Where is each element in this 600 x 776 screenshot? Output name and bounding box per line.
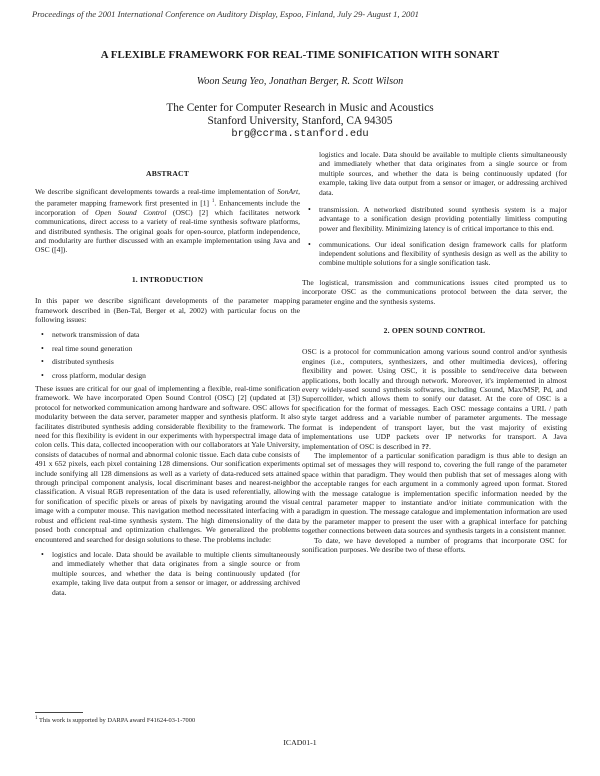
section-1-heading: 1. INTRODUCTION <box>131 274 204 284</box>
osc-paragraph-1: OSC is a protocol for communication among various sound control and/or synthesis engines (i.e., computers, synthesizers, and other multimedia devices), offering flexibility and power. Using OSC, it is possible to send/receive data between applications, both locally and through network. Moreover, it's implemented in almost every widely-used sound synthesis softwares, including Csound, Max/MSP, Pd, and Supercollider, which allows them to sonify our dataset. At the core of OSC is a specification for the format of messages. Each OSC message contains a URL / path style target address and a variable number of parameter arguments. The message format is independent of transport layer, but the vast majority of existing implementations use UDP packets over IP networks for transport. A Java implementation of OSC is described in ??. <box>302 347 567 451</box>
intro-paragraph-1: In this paper we describe significant developments of the parameter mapping framework described in (Ben-Tal, Berger et al, 2002) with particular focus on the following issues: <box>35 296 300 324</box>
abstract-paragraph: We describe significant developments towards a real-time implementation of SonArt, the parameter mapping framework first presented in [1] $^1$. Enhancements include the incorporation of Open Sound Control (OSC) [2] which facilitates network communications, direct access to a variety of real-time synthesis software platforms, and distributed synthesis. The original goals for open-source, platform independence, and modularity are further discussed with an example implementation using Java and OSC ([4]). <box>35 187 300 255</box>
intro-paragraph-3: The logistical, transmission and communications issues cited prompted us to incorporate OSC as the communications protocol between the data server, the parameter engine and the synthesis systems. <box>302 277 567 306</box>
author-email: brg@ccrma.stanford.edu <box>231 128 369 140</box>
left-column <box>35 169 301 597</box>
list-item: • logistics and locale. Data should be available to multiple clients simultaneously and immediately whether that data originates from a single source or from multiple sources, and whether the data is being continuously updated (for example, taking live data output from a sensor or imager, or addressing archived data. <box>35 550 300 569</box>
list-item: • communications. Our ideal sonification design framework calls for platform independent solutions and flexibility of synthesis design as well as the ability to combine multiple solutions for a single sonification task. <box>302 240 567 268</box>
affiliation-line-2: Stanford University, Stanford, CA 94305 <box>207 115 393 127</box>
authors: Woon Seung Yeo, Jonathan Berger, R. Scott Wilson <box>196 76 404 87</box>
footnote: $^1$ This work is supported by DARPA award F41624-03-1-7000 <box>35 716 196 725</box>
list-item: • transmission. A networked distributed sound synthesis system is a major advantage to a sonification design providing potentially limitless computing power and flexibility. Minimizing latency is of critical importance to this end. <box>302 205 567 233</box>
footnote-mark: 1 <box>211 198 215 204</box>
footnote-rule <box>35 712 83 713</box>
list-item: • distributed synthesis <box>35 357 300 366</box>
problem-list <box>35 549 301 597</box>
abstract-heading: ABSTRACT <box>146 169 189 178</box>
right-column <box>302 150 568 554</box>
issue-list <box>35 330 300 380</box>
paper-title: A FLEXIBLE FRAMEWORK FOR REAL-TIME SONIFICATION WITH SONART <box>100 49 500 61</box>
section-2-heading: 2. OPEN SOUND CONTROL <box>383 326 486 336</box>
running-header: Proceedings of the 2001 International Conference on Auditory Display, Espoo, Finland, July 29- August 1, 2001 <box>32 9 419 19</box>
list-item-continuation: logistics and locale. Data should be available to multiple clients simultaneously and immediately whether that data originates from a single source or from multiple sources, and whether the data is being continuously updated (for example, taking live data output from a sensor or imager, or addressing archived data. <box>319 150 568 197</box>
problem-list-continued <box>302 205 567 268</box>
list-item: • network transmission of data <box>35 330 300 339</box>
page-number: ICAD01-1 <box>283 738 317 747</box>
list-item: • cross platform, modular design <box>35 371 300 380</box>
intro-paragraph-2: These issues are critical for our goal of implementing a flexible, real-time sonification framework. We have incorporated Open Sound Control (OSC) [2] (updated at [3]) protocol for networked communication among hardware and software. OSC allows for modularity between the data server, parameter mapper and synthesis platform. It also facilitates distributed synthesis adding considerable flexibility to the framework. The need for this flexibility is evident in our experiments with hyperspectral image data of colon cells. This data, collected incooperation with our collaborators at Yale University, consists of datacubes of normal and abnormal colonic tissue. Each data cube consists of 491 x 652 pixels, each pixel containing 128 dimensions. Our sonification experiments include sonifying all 128 dimensions as well as a variety of data-reduced sets attained through principal component analysis, local discriminant bases and nearest-neighbor classification. A visual RGB representation of the data is used referentially, allowing for sonification of specific pixels or areas of pixels by navigating around the visual image with a computer mouse. This navigation method necessitated interfacing with a robust and efficient real-time synthesis system. The high dimensionality of the data posed both conceptual and optimization challenges. We generalized the problems encountered and searched for design solutions to these. The problems include: <box>35 384 300 544</box>
list-item: • real time sound generation <box>35 344 300 353</box>
osc-paragraph-2: The implementor of a particular sonification paradigm is thus able to design an optimal set of messages they will respond to, covering the full range of the parameter space within that paradigm. They would then publish that set of messages along with the acceptable ranges for each argument in a commonly agreed upon format. Stored with the message catalogue is implementation specific information needed by the central parameter mapper to instantiate and/or initiate communication with the paradigm in question. The message catalogue and implementation information are used by the parameter mapper to present the user with a graphical interface for patching together connections between data sources and synthesis targets in a consistent manner. <box>302 450 567 536</box>
affiliation-line-1: The Center for Computer Research in Music and Acoustics <box>166 102 434 114</box>
osc-paragraph-3: To date, we have developed a number of programs that incorporate OSC for sonification purposes. We desribe two of these efforts. <box>302 535 567 554</box>
